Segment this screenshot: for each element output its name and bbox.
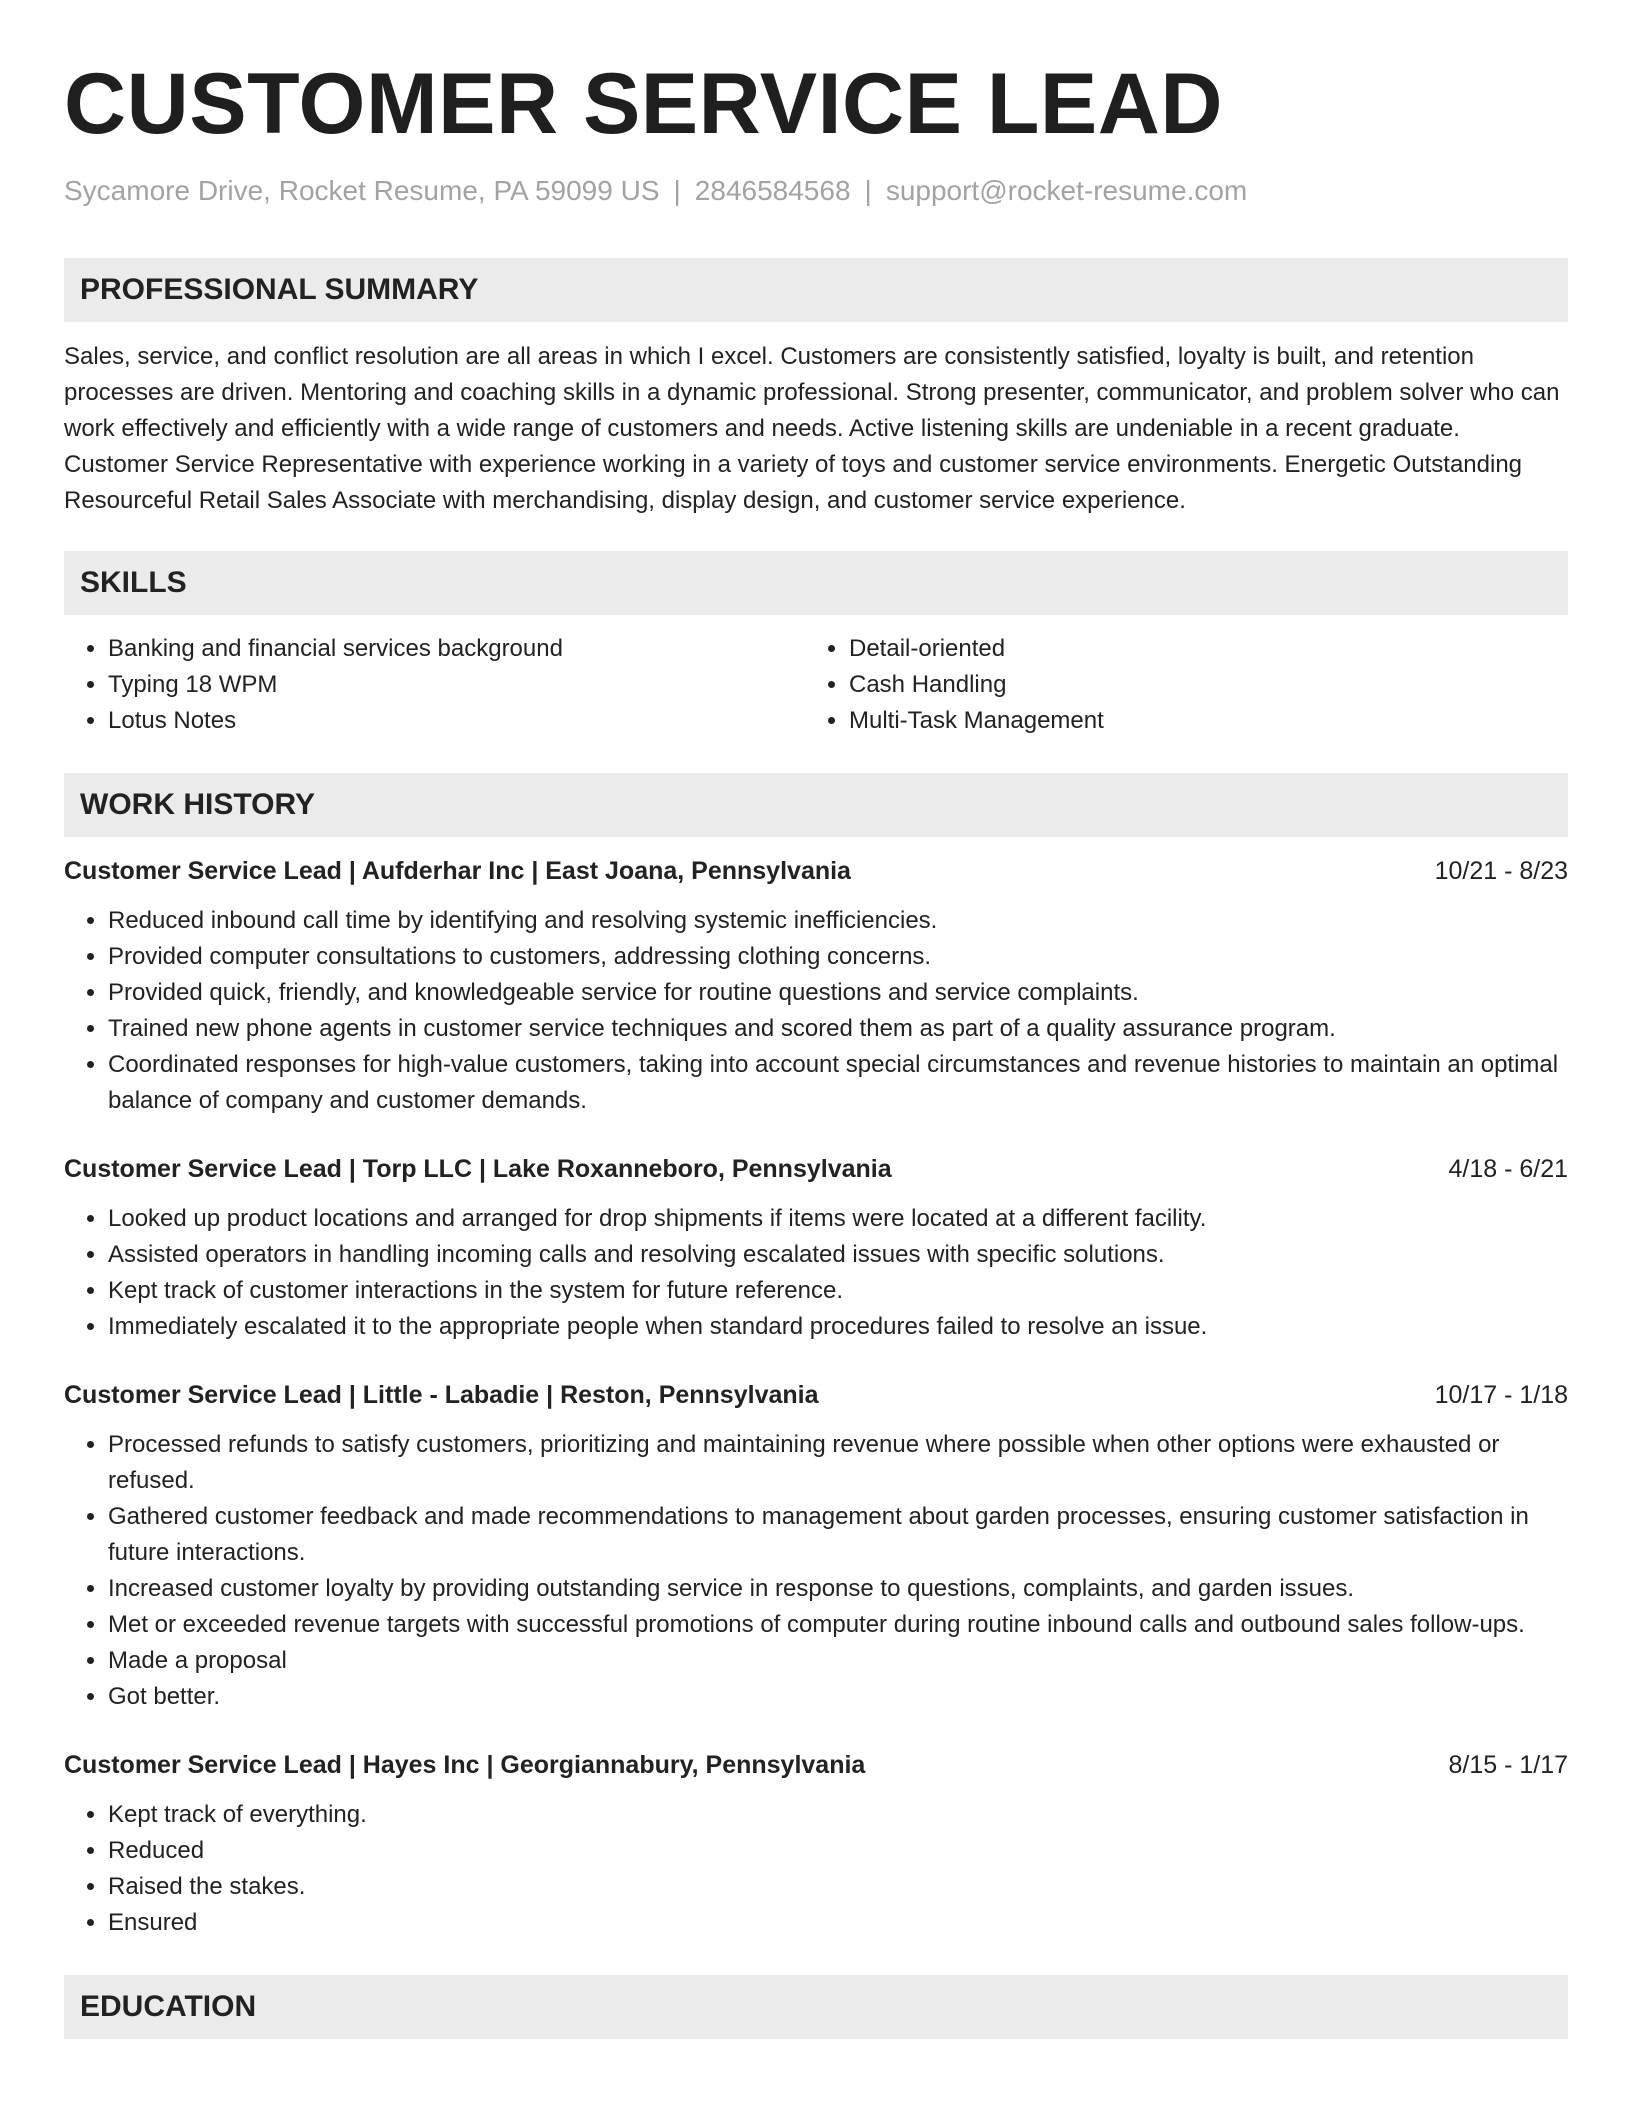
- job-title: Customer Service Lead | Aufderhar Inc | East Joana, Pennsylvania: [64, 857, 851, 885]
- summary-text: Sales, service, and conflict resolution are all areas in which I excel. Customers are consistently satisfied, loyalty is built, and retention processes are driven. Mentoring and coaching skills in a dynamic professional. Strong presenter, communicator, and problem solver who can work effectively and efficiently with a wide range of customers and needs. Active listening skills are undeniable in a recent graduate. Customer Service Representative with experience working in a variety of toys and customer service environments. Energetic Outstanding Resourceful Retail Sales Associate with merchandising, display design, and customer service experience.: [64, 343, 1560, 514]
- job-bullet: • Ensured: [108, 1905, 1568, 1941]
- skills-column-2: [805, 631, 1565, 739]
- contact-email: support@rocket-resume.com: [885, 175, 1248, 206]
- job-bullet: • Reduced: [108, 1833, 1568, 1869]
- job-bullet: • Processed refunds to satisfy customers, prioritizing and maintaining revenue where possible when other options were exhausted or refused.: [108, 1427, 1568, 1499]
- skill-item: • Cash Handling: [849, 667, 1565, 703]
- job-dates: 8/15 - 1/17: [1448, 1751, 1568, 1779]
- contact-separator: |: [673, 175, 681, 206]
- job-entry: [64, 1747, 1568, 1941]
- job-entry: [64, 1377, 1568, 1715]
- job-entry: [64, 853, 1568, 1119]
- job-bullet: • Assisted operators in handling incoming calls and resolving escalated issues with specific solutions.: [108, 1237, 1568, 1273]
- job-dates: 10/17 - 1/18: [1434, 1381, 1568, 1409]
- job-bullet: • Gathered customer feedback and made recommendations to management about garden processes, ensuring customer satisfaction in future interactions.: [108, 1499, 1568, 1571]
- job-bullets: [64, 1797, 1568, 1941]
- job-dates: 10/21 - 8/23: [1434, 857, 1568, 885]
- skills-column-1: [64, 631, 805, 739]
- contact-separator: |: [864, 175, 872, 206]
- job-bullet: • Looked up product locations and arranged for drop shipments if items were located at a different facility.: [108, 1201, 1568, 1237]
- job-entry: [64, 1151, 1568, 1345]
- resume-name: CUSTOMER SERVICE LEAD: [64, 56, 1223, 152]
- job-bullet: • Met or exceeded revenue targets with successful promotions of computer during routine inbound calls and outbound sales follow-ups.: [108, 1607, 1568, 1643]
- job-bullet: • Increased customer loyalty by providing outstanding service in response to questions, complaints, and garden issues.: [108, 1571, 1568, 1607]
- job-bullet: • Kept track of customer interactions in the system for future reference.: [108, 1273, 1568, 1309]
- job-bullet: • Raised the stakes.: [108, 1869, 1568, 1905]
- job-header: [64, 1747, 1568, 1783]
- job-bullet: • Made a proposal: [108, 1643, 1568, 1679]
- section-heading-summary: PROFESSIONAL SUMMARY: [64, 258, 1568, 322]
- job-title: Customer Service Lead | Hayes Inc | Georgiannabury, Pennsylvania: [64, 1751, 866, 1779]
- skill-item: • Typing 18 WPM: [108, 667, 805, 703]
- job-bullet: • Coordinated responses for high-value customers, taking into account special circumstances and revenue histories to maintain an optimal balance of company and customer demands.: [108, 1047, 1568, 1119]
- job-header: [64, 1151, 1568, 1187]
- job-bullet: • Kept track of everything.: [108, 1797, 1568, 1833]
- contact-phone: 2846584568: [694, 175, 851, 206]
- skills-list: [64, 631, 1568, 739]
- skill-item: • Detail-oriented: [849, 631, 1565, 667]
- contact-line: [64, 174, 1568, 208]
- job-bullets: [64, 1201, 1568, 1345]
- job-bullets: [64, 903, 1568, 1119]
- skill-item: • Multi-Task Management: [849, 703, 1565, 739]
- skill-item: • Lotus Notes: [108, 703, 805, 739]
- job-bullet: • Provided quick, friendly, and knowledgeable service for routine questions and service complaints.: [108, 975, 1568, 1011]
- job-dates: 4/18 - 6/21: [1448, 1155, 1568, 1183]
- job-header: [64, 853, 1568, 889]
- job-bullet: • Provided computer consultations to customers, addressing clothing concerns.: [108, 939, 1568, 975]
- skill-item: • Banking and financial services background: [108, 631, 805, 667]
- job-bullet: • Trained new phone agents in customer service techniques and scored them as part of a quality assurance program.: [108, 1011, 1568, 1047]
- job-header: [64, 1377, 1568, 1413]
- job-title: Customer Service Lead | Little - Labadie | Reston, Pennsylvania: [64, 1381, 819, 1409]
- section-heading-education: EDUCATION: [64, 1975, 1568, 2039]
- job-bullets: [64, 1427, 1568, 1715]
- job-title: Customer Service Lead | Torp LLC | Lake Roxanneboro, Pennsylvania: [64, 1155, 892, 1183]
- job-bullet: • Got better.: [108, 1679, 1568, 1715]
- section-heading-work-history: WORK HISTORY: [64, 773, 1568, 837]
- job-bullet: • Immediately escalated it to the appropriate people when standard procedures failed to resolve an issue.: [108, 1309, 1568, 1345]
- contact-address: Sycamore Drive, Rocket Resume, PA 59099 US: [64, 175, 660, 206]
- section-heading-skills: SKILLS: [64, 551, 1568, 615]
- job-bullet: • Reduced inbound call time by identifying and resolving systemic inefficiencies.: [108, 903, 1568, 939]
